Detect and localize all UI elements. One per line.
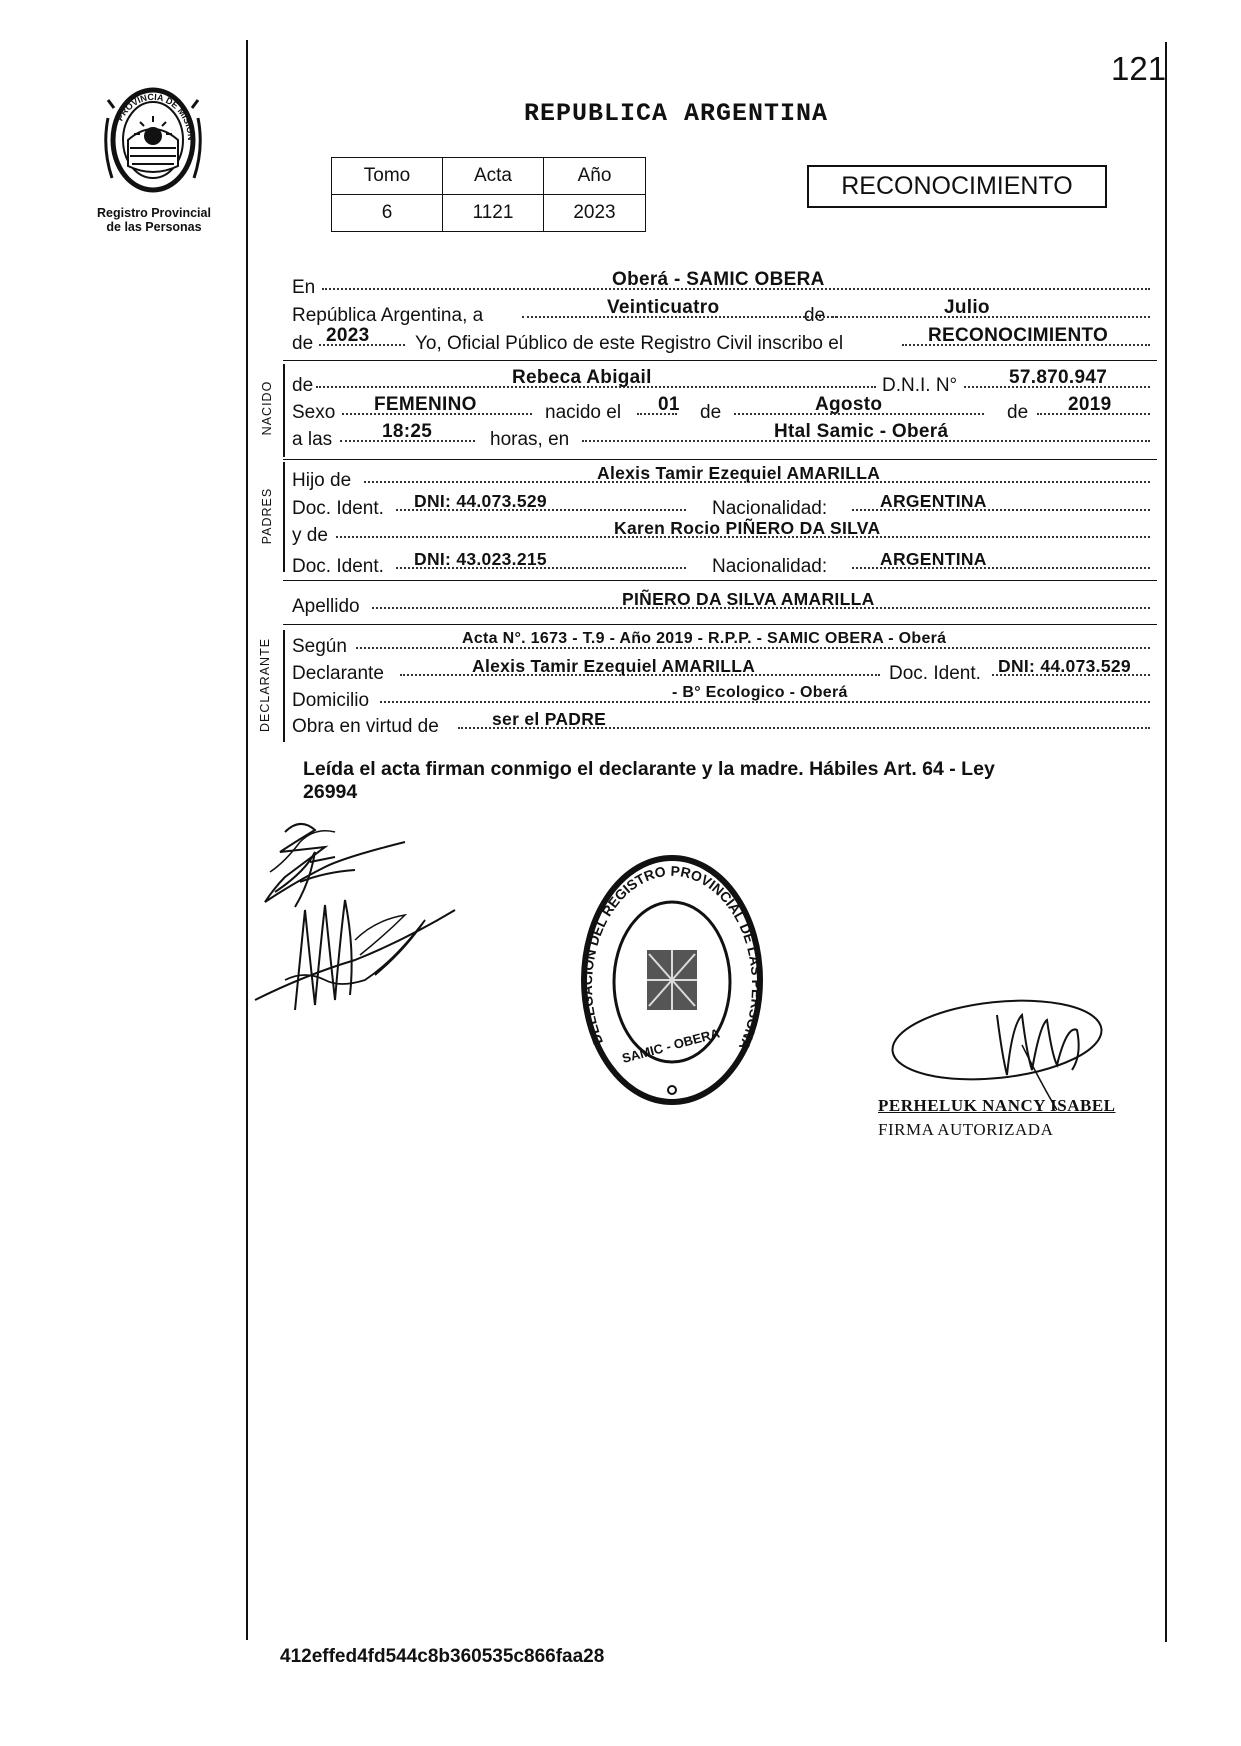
row-mother: [292, 520, 1158, 548]
a-las-label: a las: [292, 429, 333, 450]
place-value: Oberá - SAMIC OBERA: [612, 269, 825, 290]
closing-line-2: 26994: [303, 781, 358, 803]
mother-nationality-value: ARGENTINA: [880, 549, 987, 569]
birth-month-value: Agosto: [815, 394, 883, 415]
month-value: Julio: [944, 297, 990, 318]
row-en: [292, 269, 1158, 300]
domicilio-value: - B° Ecologico - Oberá: [672, 684, 848, 701]
act-type-box: RECONOCIMIENTO: [807, 165, 1107, 208]
obra-value: ser el PADRE: [492, 709, 607, 729]
document-title: REPUBLICA ARGENTINA: [524, 99, 829, 128]
father-doc-value: DNI: 44.073.529: [414, 491, 547, 511]
mother-name-value: Karen Rocio PIÑERO DA SILVA: [614, 518, 881, 538]
apellido-label: Apellido: [292, 596, 360, 617]
obra-label: Obra en virtud de: [292, 716, 439, 737]
closing-statement: [303, 758, 1153, 804]
sexo-label: Sexo: [292, 402, 336, 423]
registry-line-2: de las Personas: [106, 220, 202, 234]
nacido-section-label: NACIDO: [260, 380, 274, 436]
record-header-row: [332, 158, 646, 195]
birth-hour-value: 18:25: [382, 421, 433, 442]
row-domicilio: [292, 685, 1158, 713]
province-seal-emblem: [100, 78, 206, 206]
birth-place-value: Htal Samic - Oberá: [774, 421, 949, 442]
dotted-line: [832, 316, 1150, 318]
left-margin-line: [246, 40, 248, 1640]
inscribo-value: RECONOCIMIENTO: [928, 325, 1109, 346]
nacionalidad-label: Nacionalidad:: [712, 556, 828, 577]
republica-label: República Argentina, a: [292, 305, 484, 326]
record-header-tomo: Tomo: [332, 158, 443, 195]
mother-signature: [245, 880, 465, 1020]
segun-label: Según: [292, 636, 347, 657]
section-divider: [283, 580, 1157, 581]
de-label: de: [700, 402, 722, 423]
row-year: [292, 325, 1158, 356]
registry-name: [79, 206, 229, 234]
en-label: En: [292, 277, 316, 298]
nacionalidad-label: Nacionalidad:: [712, 498, 828, 519]
declarante-section-bar: [283, 630, 285, 742]
registry-line-1: Registro Provincial: [97, 206, 211, 220]
record-header-anio: Año: [544, 158, 646, 195]
hijo-label: Hijo de: [292, 470, 352, 491]
document-hash: 412effed4fd544c8b360535c866faa28: [280, 1646, 605, 1667]
page-number: 121: [1111, 50, 1167, 87]
nacido-section-bar: [283, 364, 285, 457]
right-margin-line: [1165, 42, 1167, 1642]
nacido-label: nacido el: [545, 402, 622, 423]
father-nationality-value: ARGENTINA: [880, 491, 987, 511]
doc-label: Doc. Ident.: [292, 498, 384, 519]
de2-label: de: [292, 333, 314, 354]
stamp-inner-text: SAMIC - OBERA: [620, 1025, 722, 1066]
sexo-value: FEMENINO: [374, 394, 477, 415]
record-anio-value: 2023: [544, 195, 646, 232]
row-obra: [292, 711, 1158, 739]
de-label: de: [292, 375, 314, 396]
official-role: FIRMA AUTORIZADA: [878, 1120, 1054, 1139]
de-label: de: [1007, 402, 1029, 423]
de-label: de: [804, 305, 826, 326]
declarante-value: Alexis Tamir Ezequiel AMARILLA: [472, 656, 756, 676]
child-dni-value: 57.870.947: [1009, 367, 1108, 388]
section-divider: [283, 360, 1157, 361]
birth-year-value: 2019: [1068, 394, 1112, 415]
record-acta-value: 1121: [443, 195, 544, 232]
row-apellido: [292, 591, 1158, 619]
domicilio-label: Domicilio: [292, 690, 370, 711]
official-name: PERHELUK NANCY ISABEL: [878, 1096, 1116, 1115]
record-header-acta: Acta: [443, 158, 544, 195]
day-value: Veinticuatro: [607, 297, 720, 318]
doc-label: Doc. Ident.: [889, 663, 981, 684]
seal-text: PROVINCIA DE MISION: [114, 91, 197, 141]
declarante-section-label: DECLARANTE: [258, 637, 272, 732]
stamp-outer-text: DELEGACION DEL REGISTRO PROVINCIAL DE LAS PERSONA: [578, 862, 766, 1053]
row-mother-doc: [292, 551, 1158, 579]
year-value: 2023: [326, 325, 370, 346]
closing-line-1: Leída el acta firman conmigo el declarante y la madre. Hábiles Art. 64 - Ley: [303, 758, 995, 780]
declarante-doc-value: DNI: 44.073.529: [998, 656, 1131, 676]
child-name-value: Rebeca Abigail: [512, 367, 652, 388]
father-name-value: Alexis Tamir Ezequiel AMARILLA: [597, 463, 881, 483]
declarante-label: Declarante: [292, 663, 384, 684]
horas-label: horas, en: [490, 429, 570, 450]
record-table: [331, 157, 646, 232]
official-stamp: [577, 850, 767, 1110]
record-tomo-value: 6: [332, 195, 443, 232]
yde-label: y de: [292, 525, 328, 546]
padres-section-bar: [283, 462, 285, 572]
apellido-value: PIÑERO DA SILVA AMARILLA: [622, 589, 875, 609]
padres-section-label: PADRES: [260, 487, 274, 545]
dni-label: D.N.I. N°: [882, 375, 958, 396]
segun-value: Acta N°. 1673 - T.9 - Año 2019 - R.P.P. - SAMIC OBERA - Oberá: [462, 630, 947, 647]
yo-text: Yo, Oficial Público de este Registro Civil inscribo el: [415, 333, 844, 354]
birth-day-value: 01: [658, 394, 680, 415]
row-nacido-time: [292, 421, 1158, 452]
record-value-row: [332, 195, 646, 232]
mother-doc-value: DNI: 43.023.215: [414, 549, 547, 569]
doc-label: Doc. Ident.: [292, 556, 384, 577]
